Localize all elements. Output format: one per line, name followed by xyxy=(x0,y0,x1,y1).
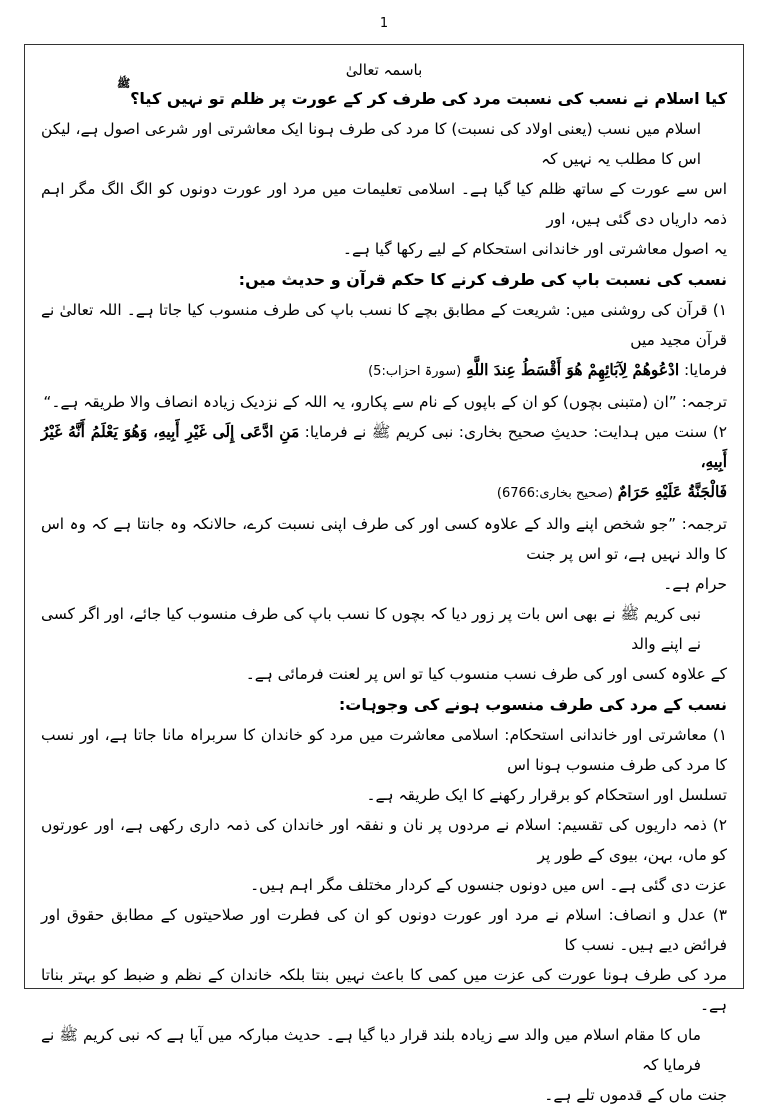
reason-1-line-2: تسلسل اور استحکام کو برقرار رکھنے کا ایک طریقہ ہے۔ xyxy=(366,786,727,804)
quran-verse-reference: (سورۃ احزاب:5) xyxy=(368,364,462,379)
hadith-translation-1: ترجمہ: ”جو شخص اپنے والد کے علاوہ کسی اور کی طرف اپنی نسبت کرے، حالانکہ وہ جانتا ہے کہ وہ اس کا والد نہیں ہے، تو اس پر جنت xyxy=(41,515,727,563)
quran-intro-line: ۱) قرآن کی روشنی میں: شریعت کے مطابق بچے کا نسب باپ کی طرف منسوب کیا جاتا ہے۔ اللہ تعالیٰ نے قرآن مجید میں xyxy=(41,301,727,349)
reason-3-line-1: ۳) عدل و انصاف: اسلام نے مرد اور عورت دونوں کو ان کی فطرت اور صلاحیتوں کے مطابق حقوق اور فرائض دیے ہیں۔ نسب کا xyxy=(41,906,727,954)
hadith-reference: (صحیح بخاری:6766) xyxy=(496,486,613,501)
reason-2-line-1: ۲) ذمہ داریوں کی تقسیم: اسلام نے مردوں پر نان و نفقہ اور خاندان کی ذمہ داری رکھی ہے، اور عورتوں کو ماں، بہن، بیوی کے طور پر xyxy=(41,816,727,864)
intro-line-3: یہ اصول معاشرتی اور خاندانی استحکام کے لیے رکھا گیا ہے۔ xyxy=(342,240,727,258)
bismillah-header: باسمہ تعالیٰ xyxy=(345,61,423,79)
document-frame xyxy=(24,44,744,1104)
hadith-line-2 xyxy=(41,477,727,509)
reason-3-line-2: مرد کی طرف ہونا عورت کی عزت میں کمی کا باعث نہیں بنتا بلکہ خاندان کے نظم و ضبط کو بہتر بناتا ہے۔ xyxy=(41,966,727,1014)
prophet-emphasis-line-1: نبی کریم ﷺ نے بھی اس بات پر زور دیا کہ بچوں کا نسب باپ کی طرف منسوب کیا جائے، اور اگر کسی نے اپنے والد xyxy=(41,605,701,653)
document-body xyxy=(41,57,727,1110)
section-heading-quran-hadith: نسب کی نسبت باپ کی طرف کرنے کا حکم قرآن و حدیث میں: xyxy=(238,270,727,289)
hadith-arabic-1: مَنِ ادَّعَى إِلَى غَيْرِ أَبِيهِ، وَهُوَ يَعْلَمُ أَنَّهُ غَيْرُ أَبِيهِ، xyxy=(41,423,727,471)
quran-translation: ترجمہ: ”ان (متبنی بچوں) کو ان کے باپوں کے نام سے پکارو، یہ اللہ کے نزدیک زیادہ انصاف والا طریقہ ہے۔“ xyxy=(43,393,727,411)
document-title: کیا اسلام نے نسب کی نسبت مرد کی طرف کر کے عورت پر ظلم تو نہیں کیا؟ xyxy=(130,89,727,108)
prophet-emphasis-line-2: کے علاوہ کسی اور کی طرف نسب منسوب کیا تو اس پر لعنت فرمائی ہے۔ xyxy=(245,665,727,683)
hadith-arabic-2: فَالْجَنَّةُ عَلَيْهِ حَرَامٌ xyxy=(617,483,727,501)
reason-1-line-1: ۱) معاشرتی اور خاندانی استحکام: اسلامی معاشرت میں مرد کو خاندان کا سربراہ مانا جاتا ہے، اور نسب کا مرد کی طرف منسوب ہونا اس xyxy=(41,726,727,774)
page-number: 1 xyxy=(379,16,389,31)
intro-line-2: اس سے عورت کے ساتھ ظلم کیا گیا ہے۔ اسلامی تعلیمات میں مرد اور عورت دونوں کو الگ الگ مگر اہم ذمہ داریاں دی گئی ہیں، اور xyxy=(41,180,727,228)
reason-2-line-2: عزت دی گئی ہے۔ اس میں دونوں جنسوں کے کردار مختلف مگر اہم ہیں۔ xyxy=(250,876,727,894)
intro-line-1: اسلام میں نسب (یعنی اولاد کی نسبت) کا مرد کی طرف ہونا ایک معاشرتی اور شرعی اصول ہے، لیکن اس کا مطلب یہ نہیں کہ xyxy=(41,120,701,168)
mother-line-1: ماں کا مقام اسلام میں والد سے زیادہ بلند قرار دیا گیا ہے۔ حدیث مبارکہ میں آیا ہے کہ نبی کریم ﷺ نے فرمایا کہ xyxy=(41,1026,701,1074)
quran-verse-line xyxy=(41,355,727,387)
mother-line-2: جنت ماں کے قدموں تلے ہے۔ xyxy=(544,1086,727,1104)
hadith-line-1 xyxy=(41,417,727,477)
section-heading-reasons: نسب کے مرد کی طرف منسوب ہونے کی وجوہات: xyxy=(338,695,727,714)
hadith-translation-2: حرام ہے۔ xyxy=(663,575,727,593)
quran-verse-prefix: فرمایا: xyxy=(679,361,727,379)
quran-verse-arabic: ادْعُوهُمْ لِآبَائِهِمْ هُوَ أَقْسَطُ عِندَ اللَّهِ xyxy=(466,361,680,379)
seal-mark: ﷺ xyxy=(117,77,131,90)
hadith-prefix: ۲) سنت میں ہدایت: حدیثِ صحیح بخاری: نبی کریم ﷺ نے فرمایا: xyxy=(299,423,727,441)
